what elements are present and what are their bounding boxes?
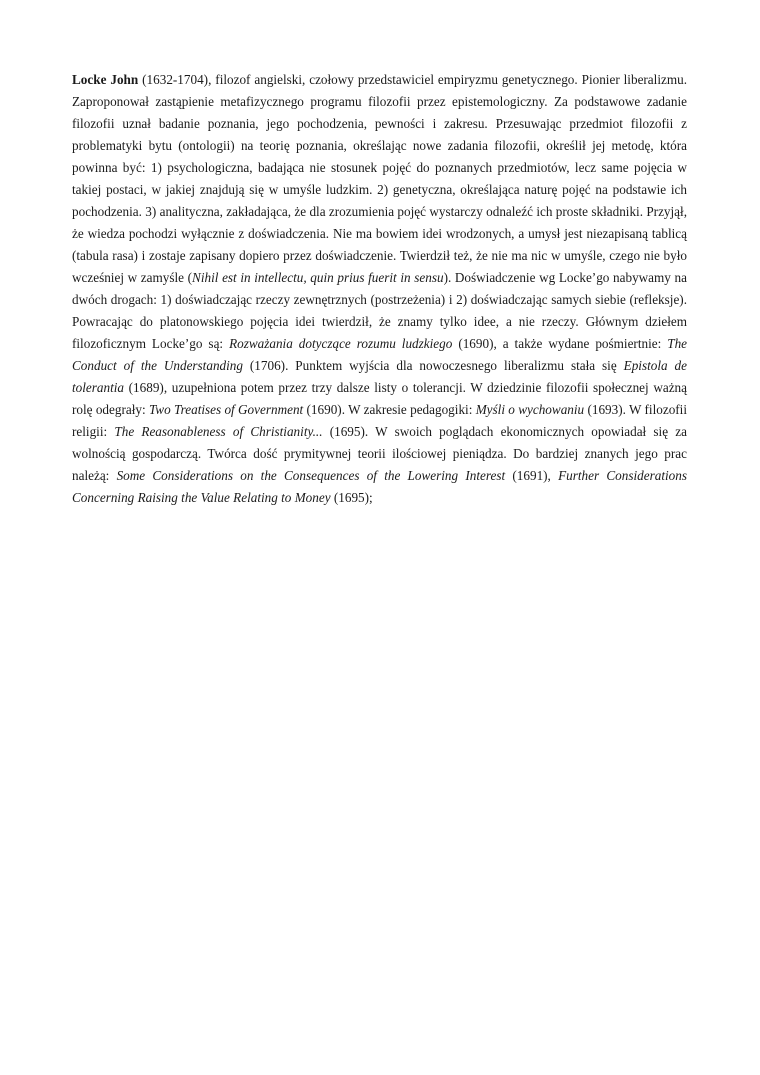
encyclopedia-entry-paragraph — [72, 69, 687, 509]
entry-text-segment: (1632-1704), filozof angielski, czołowy przedstawiciel empiryzmu genetycznego. Pionier liberalizmu. Zaproponował zastąpienie metafizycznego programu filozofii przez epistemologiczny. Za podstawowe zadanie filozofii uznał badanie poznania, jego pochodzenia, pewności i zakresu. Przesuwając przedmiot filozofii z problematyki bytu (ontologii) na teorię poznania, określając nowe zadania filozofii, określił jej metodę, która powinna być: 1) psychologiczna, badająca nie stosunek pojęć do poznanych przedmiotów, lecz same pojęcia w takiej postaci, w jakiej znajdują się w umyśle ludzkim. 2) genetyczna, określająca naturę pojęć na podstawie ich pochodzenia. 3) analityczna, zakładająca, że dla zrozumienia pojęć wystarczy odnaleźć ich proste składniki. Przyjął, że wiedza pochodzi wyłącznie z doświadczenia. Nie ma bowiem idei wrodzonych, a umysł jest niezapisaną tablicą (tabula rasa) i zostaje zapisany dopiero przez doświadczenie. Twierdził też, że nie ma nic w umyśle, czego nie było wcześniej w zamyśle ( — [72, 72, 687, 285]
entry-text-segment: (1706). Punktem wyjścia dla nowoczesnego liberalizmu stała się — [242, 358, 624, 373]
entry-text-segment: (1695). W swoich poglądach ekonomicznych opowiadał się za wolnością gospodarczą. Twórca dość prymitywnej teorii ilościowej pieniądza. Do bardziej znanych jego prac należą: — [72, 424, 687, 483]
entry-text-segment: (1691), — [505, 468, 559, 483]
work-title: Epistola de tolerantia — [72, 358, 687, 395]
entry-text-segment: (1689), uzupełniona potem przez trzy dalsze listy o tolerancji. W dziedzinie filozofii społecznej ważną rolę odegrały: — [72, 380, 687, 417]
entry-text-segment: (1695); — [330, 490, 373, 505]
entry-text-segment: (1690). W zakresie pedagogiki: — [303, 402, 476, 417]
work-title: Two Treatises of Government — [148, 402, 304, 417]
entry-text-segment: (1690), a także wydane pośmiertnie: — [452, 336, 668, 351]
work-title: The Conduct of the Understanding — [72, 336, 688, 373]
work-title: Myśli o wychowaniu — [475, 402, 585, 417]
work-title: Some Considerations on the Consequences of the Lowering Interest — [116, 468, 506, 483]
work-title: Further Considerations Concerning Raising the Value Relating to Money — [72, 468, 687, 505]
entry-headword: Locke John — [72, 72, 139, 87]
latin-quote: Nihil est in intellectu, quin prius fuerit in sensu — [192, 270, 444, 285]
work-title: The Reasonableness of Christianity... — [114, 424, 323, 439]
entry-text-segment: (1693). W filozofii religii: — [72, 402, 688, 439]
entry-text-segment: ). Doświadczenie wg Locke’go nabywamy na dwóch drogach: 1) doświadczając rzeczy zewnętrznych (postrzeżenia) i 2) doświadczając samych siebie (refleksje). Powracając do platonowskiego pojęcia idei twierdził, że znamy tylko idee, a nie rzeczy. Głównym dziełem filozoficznym Locke’go są: — [72, 270, 687, 351]
work-title: Rozważania dotyczące rozumu ludzkiego — [229, 336, 453, 351]
